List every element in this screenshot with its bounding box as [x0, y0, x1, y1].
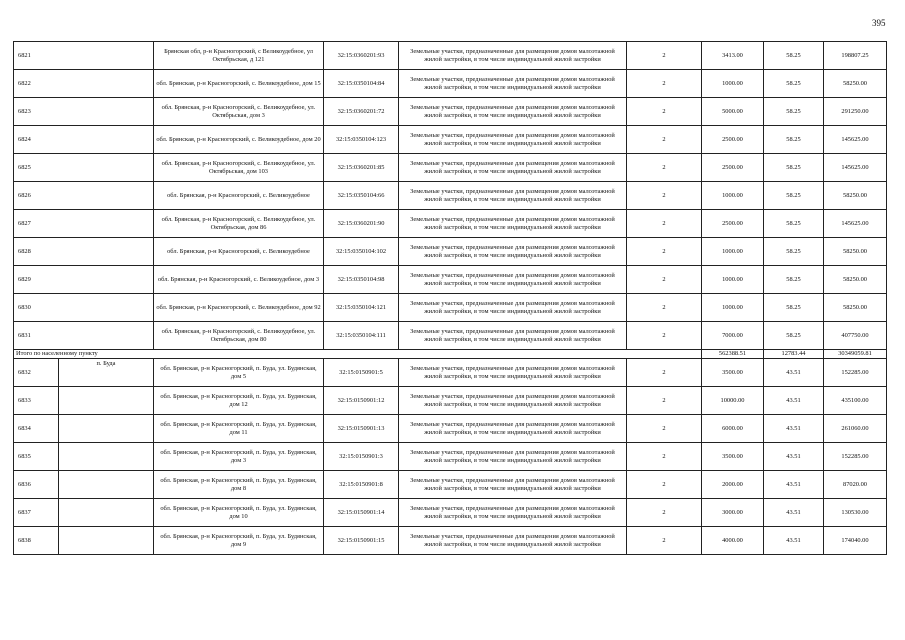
land-use-cell: Земельные участки, предназначенные для размещения домов малоэтажной жилой застройки, в том числе индивидуальной жилой застройки [399, 471, 627, 499]
cadastral-value-cell: 435100.00 [824, 387, 887, 415]
cadastral-number: 32:15:0150901:13 [324, 415, 399, 443]
table-row [14, 154, 887, 182]
group-cell: 2 [627, 359, 702, 387]
row-number-text: 6830 [18, 303, 31, 311]
total-row [14, 350, 887, 359]
cadastral-value-cell: 152285.00 [824, 359, 887, 387]
area-cell: 2500.00 [702, 210, 764, 238]
area-cell: 6000.00 [702, 415, 764, 443]
table-row [14, 294, 887, 322]
cadastral-number: 32:15:0150901:12 [324, 387, 399, 415]
cadastral-value-cell: 130530.00 [824, 499, 887, 527]
number-locality-cell [14, 527, 154, 555]
table-row [14, 126, 887, 154]
table-row [14, 322, 887, 350]
row-number [14, 210, 154, 238]
group-cell: 2 [627, 266, 702, 294]
table-row [14, 415, 887, 443]
rate-cell: 58.25 [764, 322, 824, 350]
address-cell: Брянская обл, р-н Красногорский, с Великоудебное, ул Октябрьская, д 121 [154, 42, 324, 70]
number-locality-cell [14, 415, 154, 443]
area-cell: 7000.00 [702, 322, 764, 350]
land-use-cell: Земельные участки, предназначенные для размещения домов малоэтажной жилой застройки, в том числе индивидуальной жилой застройки [399, 126, 627, 154]
row-number [14, 70, 154, 98]
area-cell: 4000.00 [702, 527, 764, 555]
row-number-text: 6826 [18, 191, 31, 199]
total-value: 30349059.81 [824, 350, 887, 359]
cadastral-value-cell: 87020.00 [824, 471, 887, 499]
address-cell: обл. Брянская, р-н Красногорский, п. Буда, ул. Будянская, дом 12 [154, 387, 324, 415]
rate-cell: 58.25 [764, 126, 824, 154]
row-number [14, 126, 154, 154]
table-row [14, 443, 887, 471]
number-locality-cell [14, 359, 154, 387]
table-row [14, 387, 887, 415]
row-number-text: 6827 [18, 219, 31, 227]
group-cell: 2 [627, 42, 702, 70]
address-cell: обл. Брянская, р-н Красногорский, п. Буда, ул. Будянская, дом 10 [154, 499, 324, 527]
area-cell: 2000.00 [702, 471, 764, 499]
row-number [14, 42, 154, 70]
cadastral-number: 32:15:0150901:5 [324, 359, 399, 387]
cadastral-value-cell: 291250.00 [824, 98, 887, 126]
rate-cell: 58.25 [764, 182, 824, 210]
land-use-cell: Земельные участки, предназначенные для размещения домов малоэтажной жилой застройки, в том числе индивидуальной жилой застройки [399, 238, 627, 266]
address-cell: обл. Брянская, р-н Красногорский, с. Великоудебное, ул. Октябрьская, дом 80 [154, 322, 324, 350]
cadastral-number: 32:15:0350104:123 [324, 126, 399, 154]
address-cell: обл. Брянская, р-н Красногорский, с. Великоудебное [154, 238, 324, 266]
cadastral-number: 32:15:0360201:72 [324, 98, 399, 126]
group-cell: 2 [627, 499, 702, 527]
table-row [14, 182, 887, 210]
rate-cell: 43.51 [764, 527, 824, 555]
land-use-cell: Земельные участки, предназначенные для размещения домов малоэтажной жилой застройки, в том числе индивидуальной жилой застройки [399, 322, 627, 350]
row-number [14, 322, 154, 350]
group-cell: 2 [627, 238, 702, 266]
rate-cell: 58.25 [764, 42, 824, 70]
area-cell: 1000.00 [702, 266, 764, 294]
address-cell: обл. Брянская, р-н Красногорский, п. Буда, ул. Будянская, дом 5 [154, 359, 324, 387]
cadastral-number: 32:15:0360201:93 [324, 42, 399, 70]
group-cell: 2 [627, 387, 702, 415]
number-locality-cell [14, 387, 154, 415]
group-cell: 2 [627, 98, 702, 126]
address-cell: обл. Брянская, р-н Красногорский, с. Великоудебное, дом 20 [154, 126, 324, 154]
area-cell: 1000.00 [702, 238, 764, 266]
table-row [14, 98, 887, 126]
address-cell: обл. Брянская, р-н Красногорский, с. Великоудебное, дом 3 [154, 266, 324, 294]
land-use-cell: Земельные участки, предназначенные для размещения домов малоэтажной жилой застройки, в том числе индивидуальной жилой застройки [399, 294, 627, 322]
cadastral-number: 32:15:0350104:102 [324, 238, 399, 266]
row-number-text: 6828 [18, 247, 31, 255]
group-cell: 2 [627, 154, 702, 182]
row-number-text: 6822 [18, 79, 31, 87]
address-cell: обл. Брянская, р-н Красногорский, с. Великоудебное, дом 15 [154, 70, 324, 98]
page-number: 395 [872, 18, 886, 28]
rate-cell: 58.25 [764, 154, 824, 182]
rate-cell: 58.25 [764, 266, 824, 294]
cadastral-value-cell: 145625.00 [824, 126, 887, 154]
cadastral-value-cell: 198807.25 [824, 42, 887, 70]
area-cell: 3413.00 [702, 42, 764, 70]
row-number: 6837 [14, 499, 59, 526]
rate-cell: 58.25 [764, 238, 824, 266]
address-cell: обл. Брянская, р-н Красногорский, п. Буда, ул. Будянская, дом 3 [154, 443, 324, 471]
cadastral-number: 32:15:0350104:98 [324, 266, 399, 294]
rate-cell: 43.51 [764, 471, 824, 499]
row-number: 6832 [14, 359, 59, 386]
area-cell: 1000.00 [702, 294, 764, 322]
group-cell: 2 [627, 294, 702, 322]
row-number: 6836 [14, 471, 59, 498]
area-cell: 10000.00 [702, 387, 764, 415]
area-cell: 2500.00 [702, 126, 764, 154]
area-cell: 5000.00 [702, 98, 764, 126]
address-cell: обл. Брянская, р-н Красногорский, с. Великоудебное, дом 92 [154, 294, 324, 322]
cadastral-value-cell: 174040.00 [824, 527, 887, 555]
row-number-text: 6824 [18, 135, 31, 143]
cadastral-number: 32:15:0350104:121 [324, 294, 399, 322]
land-use-cell: Земельные участки, предназначенные для размещения домов малоэтажной жилой застройки, в том числе индивидуальной жилой застройки [399, 387, 627, 415]
row-number: 6834 [14, 415, 59, 442]
number-locality-cell [14, 443, 154, 471]
address-cell: обл. Брянская, р-н Красногорский, с. Великоудебное [154, 182, 324, 210]
rate-cell: 43.51 [764, 443, 824, 471]
locality-name [59, 499, 153, 526]
locality-name [59, 471, 153, 498]
row-number-text: 6823 [18, 107, 31, 115]
cadastral-value-cell: 261060.00 [824, 415, 887, 443]
row-number [14, 154, 154, 182]
cadastral-number: 32:15:0350104:111 [324, 322, 399, 350]
cadastral-value-cell: 58250.00 [824, 70, 887, 98]
row-number [14, 98, 154, 126]
cadastral-number: 32:15:0150901:8 [324, 471, 399, 499]
group-cell: 2 [627, 70, 702, 98]
area-cell: 3000.00 [702, 499, 764, 527]
group-cell: 2 [627, 210, 702, 238]
cadastral-value-cell: 145625.00 [824, 154, 887, 182]
table-row [14, 359, 887, 387]
table-row [14, 471, 887, 499]
group-cell: 2 [627, 471, 702, 499]
row-number-text: 6829 [18, 275, 31, 283]
area-cell: 2500.00 [702, 154, 764, 182]
land-use-cell: Земельные участки, предназначенные для размещения домов малоэтажной жилой застройки, в том числе индивидуальной жилой застройки [399, 98, 627, 126]
table-row [14, 266, 887, 294]
area-cell: 1000.00 [702, 182, 764, 210]
cadastral-number: 32:15:0150901:14 [324, 499, 399, 527]
address-cell: обл. Брянская, р-н Красногорский, п. Буда, ул. Будянская, дом 9 [154, 527, 324, 555]
cadastral-value-table [13, 41, 887, 555]
row-number: 6835 [14, 443, 59, 470]
table-row [14, 210, 887, 238]
table-row [14, 527, 887, 555]
row-number [14, 238, 154, 266]
address-cell: обл. Брянская, р-н Красногорский, с. Великоудебное, ул. Октябрьская, дом 86 [154, 210, 324, 238]
land-use-cell: Земельные участки, предназначенные для размещения домов малоэтажной жилой застройки, в том числе индивидуальной жилой застройки [399, 443, 627, 471]
table-row [14, 238, 887, 266]
land-use-cell: Земельные участки, предназначенные для размещения домов малоэтажной жилой застройки, в том числе индивидуальной жилой застройки [399, 154, 627, 182]
row-number [14, 294, 154, 322]
total-area: 562388.51 [702, 350, 764, 359]
section-a-rows [14, 42, 887, 350]
area-cell: 3500.00 [702, 443, 764, 471]
cadastral-number: 32:15:0350104:66 [324, 182, 399, 210]
row-number-text: 6825 [18, 163, 31, 171]
row-number [14, 182, 154, 210]
number-locality-cell [14, 499, 154, 527]
address-cell: обл. Брянская, р-н Красногорский, с. Великоудебное, ул. Октябрьская, дом 103 [154, 154, 324, 182]
cadastral-value-cell: 407750.00 [824, 322, 887, 350]
total-rate: 12783.44 [764, 350, 824, 359]
group-cell: 2 [627, 182, 702, 210]
group-cell: 2 [627, 527, 702, 555]
table-row [14, 70, 887, 98]
row-number-text: 6821 [18, 51, 31, 59]
group-cell: 2 [627, 322, 702, 350]
address-cell: обл. Брянская, р-н Красногорский, п. Буда, ул. Будянская, дом 8 [154, 471, 324, 499]
group-cell: 2 [627, 443, 702, 471]
group-cell: 2 [627, 415, 702, 443]
cadastral-value-cell: 58250.00 [824, 294, 887, 322]
cadastral-number: 32:15:0360201:90 [324, 210, 399, 238]
land-use-cell: Земельные участки, предназначенные для размещения домов малоэтажной жилой застройки, в том числе индивидуальной жилой застройки [399, 70, 627, 98]
rate-cell: 58.25 [764, 294, 824, 322]
group-cell: 2 [627, 126, 702, 154]
land-use-cell: Земельные участки, предназначенные для размещения домов малоэтажной жилой застройки, в том числе индивидуальной жилой застройки [399, 527, 627, 555]
rate-cell: 43.51 [764, 359, 824, 387]
area-cell: 3500.00 [702, 359, 764, 387]
cadastral-number: 32:15:0350104:84 [324, 70, 399, 98]
row-number: 6838 [14, 527, 59, 554]
cadastral-value-cell: 152285.00 [824, 443, 887, 471]
table-row [14, 42, 887, 70]
cadastral-number: 32:15:0360201:85 [324, 154, 399, 182]
land-use-cell: Земельные участки, предназначенные для размещения домов малоэтажной жилой застройки, в том числе индивидуальной жилой застройки [399, 359, 627, 387]
row-number [14, 266, 154, 294]
locality-name [59, 443, 153, 470]
row-number: 6833 [14, 387, 59, 414]
cadastral-value-cell: 58250.00 [824, 266, 887, 294]
land-use-cell: Земельные участки, предназначенные для размещения домов малоэтажной жилой застройки, в том числе индивидуальной жилой застройки [399, 182, 627, 210]
locality-name [59, 415, 153, 442]
row-number-text: 6831 [18, 331, 31, 339]
land-use-cell: Земельные участки, предназначенные для размещения домов малоэтажной жилой застройки, в том числе индивидуальной жилой застройки [399, 415, 627, 443]
table-row [14, 499, 887, 527]
land-use-cell: Земельные участки, предназначенные для размещения домов малоэтажной жилой застройки, в том числе индивидуальной жилой застройки [399, 266, 627, 294]
number-locality-cell [14, 471, 154, 499]
rate-cell: 58.25 [764, 210, 824, 238]
locality-name [59, 527, 153, 554]
cadastral-value-cell: 58250.00 [824, 238, 887, 266]
cadastral-number: 32:15:0150901:3 [324, 443, 399, 471]
section-b-rows [14, 359, 887, 555]
cadastral-value-cell: 58250.00 [824, 182, 887, 210]
land-use-cell: Земельные участки, предназначенные для размещения домов малоэтажной жилой застройки, в том числе индивидуальной жилой застройки [399, 499, 627, 527]
land-use-cell: Земельные участки, предназначенные для размещения домов малоэтажной жилой застройки, в том числе индивидуальной жилой застройки [399, 42, 627, 70]
area-cell: 1000.00 [702, 70, 764, 98]
cadastral-value-cell: 145625.00 [824, 210, 887, 238]
address-cell: обл. Брянская, р-н Красногорский, с. Великоудебное, ул. Октябрьская, дом 3 [154, 98, 324, 126]
rate-cell: 43.51 [764, 387, 824, 415]
total-label: Итого по населенному пункту [14, 350, 702, 359]
land-use-cell: Земельные участки, предназначенные для размещения домов малоэтажной жилой застройки, в том числе индивидуальной жилой застройки [399, 210, 627, 238]
total-section [14, 350, 887, 359]
rate-cell: 43.51 [764, 499, 824, 527]
cadastral-number: 32:15:0150901:15 [324, 527, 399, 555]
rate-cell: 43.51 [764, 415, 824, 443]
locality-name: п. Буда [96, 360, 116, 367]
rate-cell: 58.25 [764, 98, 824, 126]
locality-name [59, 387, 153, 414]
address-cell: обл. Брянская, р-н Красногорский, п. Буда, ул. Будянская, дом 11 [154, 415, 324, 443]
rate-cell: 58.25 [764, 70, 824, 98]
